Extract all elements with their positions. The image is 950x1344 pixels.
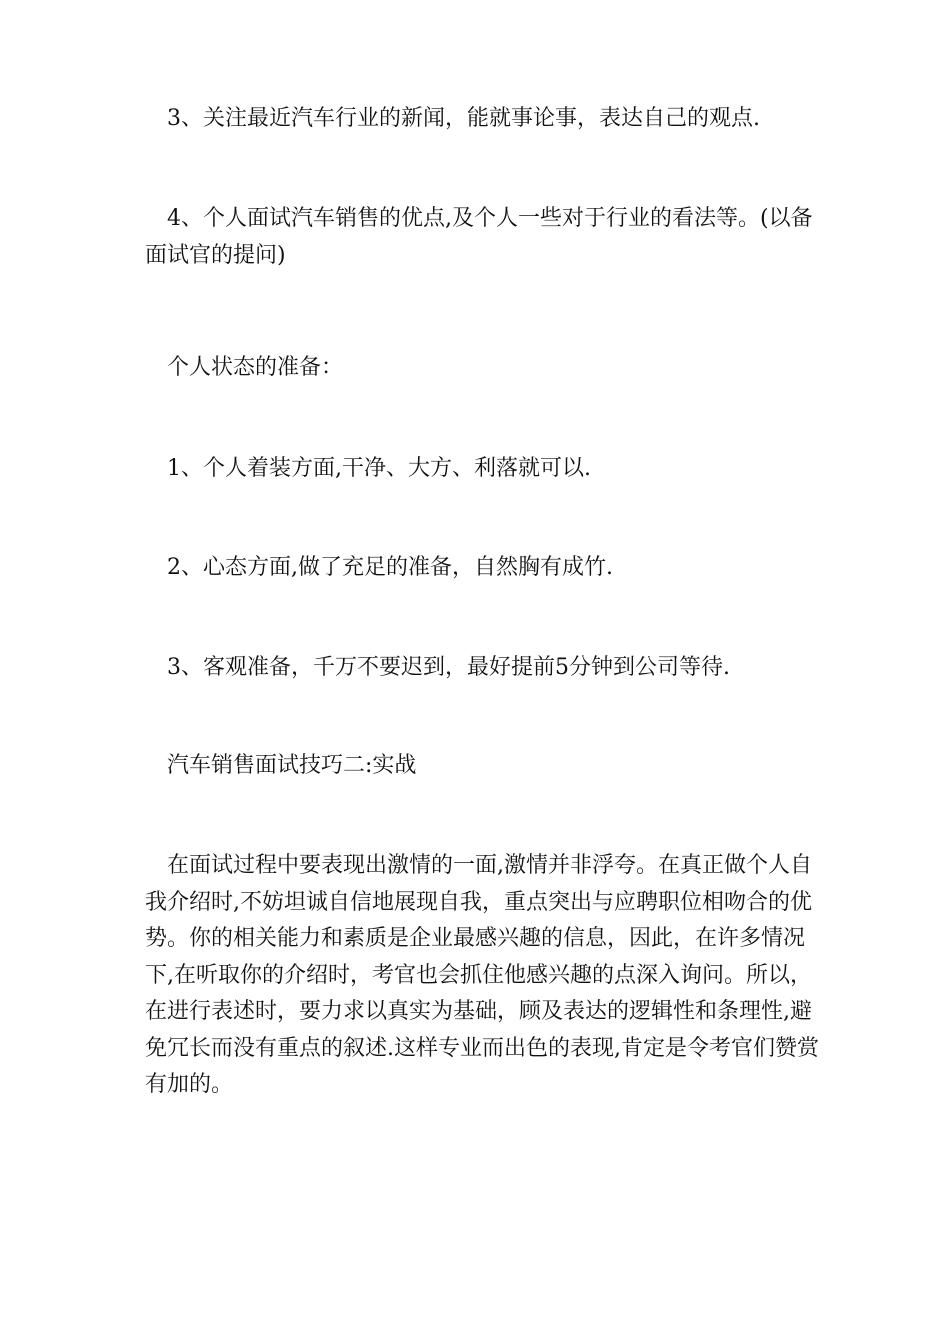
paragraph-punctuality: 3、客观准备，千万不要迟到，最好提前5分钟到公司等待. [167, 655, 730, 680]
paragraph-personal-advantages: 4、个人面试汽车销售的优点,及个人一些对于行业的看法等。(以备面试官的提问) [145, 206, 813, 268]
paragraph-industry-news: 3、关注最近汽车行业的新闻，能就事论事，表达自己的观点. [167, 106, 760, 131]
paragraph-attire: 1、个人着装方面,干净、大方、利落就可以. [167, 456, 591, 481]
paragraph-interview-passion: 在面试过程中要表现出激情的一面,激情并非浮夸。在真正做个人自我介绍时,不妨坦诚自信地展现自我，重点突出与应聘职位相吻合的优势。你的相关能力和素质是企业最感兴趣的信息，因此，在许多情况下,在听取你的介绍时，考官也会抓住他感兴趣的点深入询问。所以，在进行表述时，要力求以真实为基础，顾及表达的逻辑性和条理性,避免冗长而没有重点的叙述.这样专业而出色的表现,肯定是令考官们赞赏有加的。 [145, 853, 819, 1097]
section-heading-practice: 汽车销售面试技巧二:实战 [167, 753, 417, 778]
section-heading-personal-state: 个人状态的准备： [167, 355, 344, 380]
paragraph-mindset: 2、心态方面,做了充足的准备，自然胸有成竹. [167, 555, 613, 580]
